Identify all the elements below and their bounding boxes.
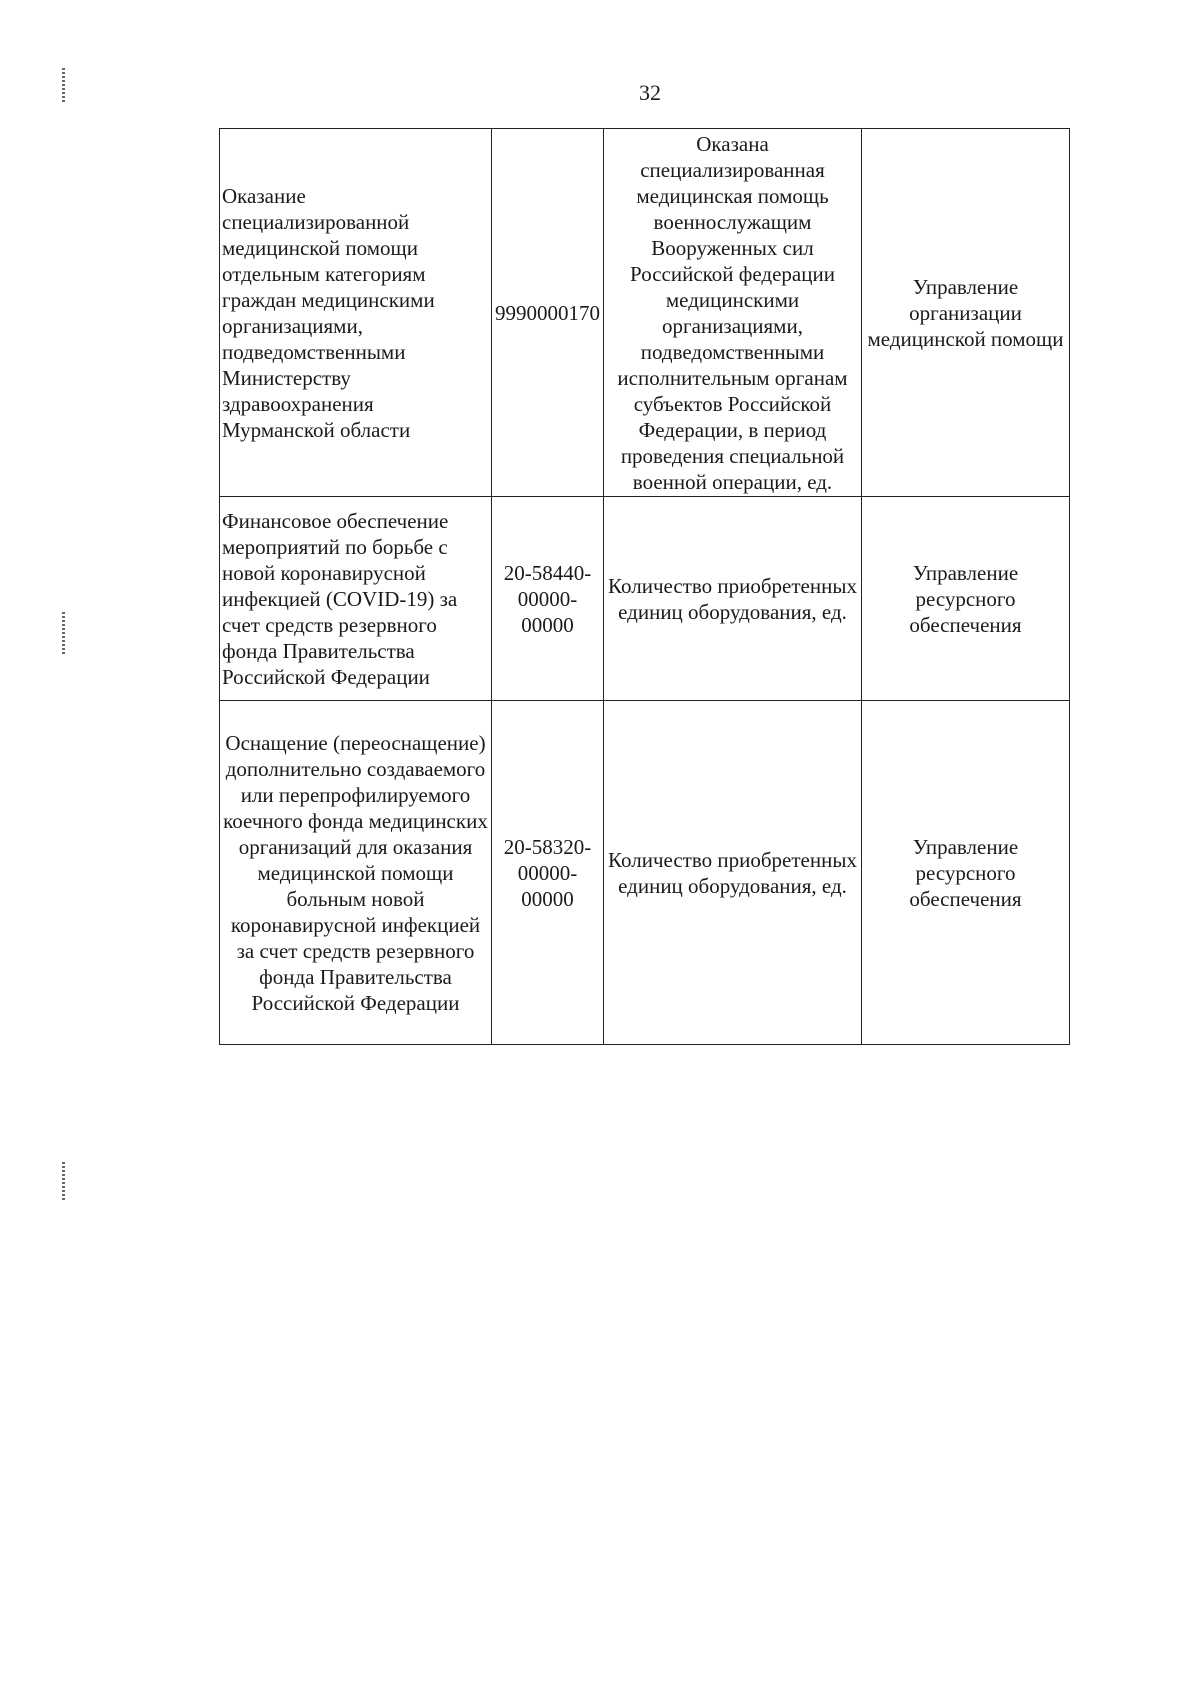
responsible-department-cell: Управление ресурсного обеспечения [862,497,1070,701]
indicator-cell: Оказана специализированная медицинская помощь военнослужащим Вооруженных сил Российской федерации медицинскими организациями, подведомственными исполнительным органам субъектов Российской Федерации, в период проведения специальной военной операции, ед. [604,129,862,497]
measure-name-cell: Финансовое обеспечение мероприятий по борьбе с новой коронавирусной инфекцией (COVID-19) за счет средств резервного фонда Правительства Российской Федерации [220,497,492,701]
responsible-department-cell: Управление ресурсного обеспечения [862,701,1070,1045]
indicator-cell: Количество приобретенных единиц оборудования, ед. [604,701,862,1045]
scan-artifact-bottom [62,1162,65,1200]
table-row [220,497,1070,701]
page-number: 32 [639,80,661,105]
budget-code-cell: 20-58320-00000-00000 [492,701,604,1045]
measures-table [219,128,1070,1045]
table-row [220,129,1070,497]
responsible-department-cell: Управление организации медицинской помощи [862,129,1070,497]
table-row [220,701,1070,1045]
budget-code-cell: 20-58440-00000-00000 [492,497,604,701]
indicator-cell: Количество приобретенных единиц оборудования, ед. [604,497,862,701]
measure-name-cell: Оснащение (переоснащение) дополнительно создаваемого или перепрофилируемого коечного фонда медицинских организаций для оказания медицинской помощи больным новой коронавирусной инфекцией за счет средств резервного фонда Правительства Российской Федерации [220,701,492,1045]
scan-artifact-middle [62,612,65,654]
scan-artifact-top [62,68,65,102]
budget-code-cell: 9990000170 [492,129,604,497]
measure-name-cell: Оказание специализированной медицинской помощи отдельным категориям граждан медицинскими организациями, подведомственными Министерству здравоохранения Мурманской области [220,129,492,497]
